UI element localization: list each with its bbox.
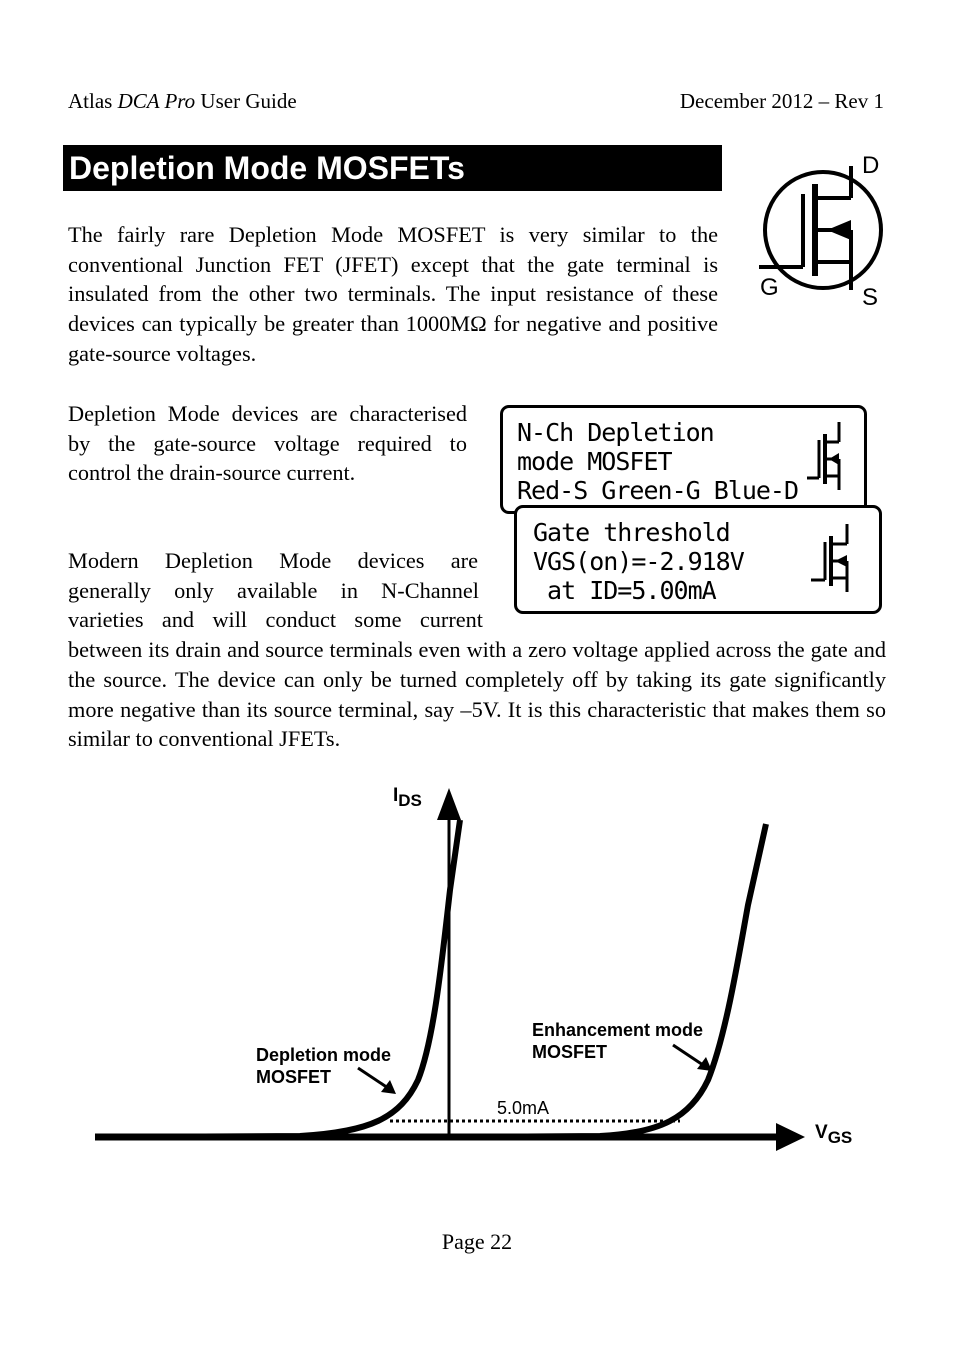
enhancement-curve <box>440 824 766 1137</box>
section-title: Depletion Mode MOSFETs <box>63 145 722 191</box>
lcd1-line3: Red-S Green-G Blue-D <box>517 476 799 505</box>
lcd-screen-device-type <box>500 405 867 514</box>
paragraph-modern-rest: between its drain and source terminals even with a zero voltage applied across the gate and the source. The device can only be turned completely off by taking its gate significantly more negative than its source terminal, say –5V. It is this characteristic that makes them so similar to conventional JFETs. <box>68 637 886 752</box>
y-axis-label: $I_{DS}$ <box>393 785 422 810</box>
depletion-curve-label: Depletion mode MOSFET <box>256 1045 392 1087</box>
y-axis-arrow <box>437 788 461 820</box>
page-number: Page 22 <box>441 1229 513 1254</box>
paragraph-characterised: Depletion Mode devices are characterised by the gate-source voltage required to control the drain-source current. <box>68 401 467 486</box>
depletion-curve <box>95 820 460 1137</box>
paragraph-modern-line3: varieties and will conduct some current <box>68 607 483 633</box>
lcd1-line1: N-Ch Depletion <box>517 418 714 447</box>
lcd2-line3: at ID=5.00mA <box>533 576 716 605</box>
x-axis-label: $V_{GS}$ <box>815 1122 853 1147</box>
ids-vgs-graph <box>0 780 954 1170</box>
symbol-gate-label: G <box>760 274 779 301</box>
lcd2-line2: VGS(on)=-2.918V <box>533 547 744 576</box>
lcd2-line1: Gate threshold <box>533 518 730 547</box>
header-right: December 2012 – Rev 1 <box>679 89 884 113</box>
header-left: Atlas DCA Pro User Guide <box>68 89 297 113</box>
lcd1-mosfet-icon <box>805 420 845 492</box>
enhancement-curve-label: Enhancement mode MOSFET <box>532 1020 704 1062</box>
lcd1-line2: mode MOSFET <box>517 447 672 476</box>
threshold-current-label: 5.0mA <box>497 1098 550 1118</box>
header-product-name: DCA Pro <box>117 89 196 113</box>
lcd-screen-gate-threshold <box>514 505 882 614</box>
symbol-drain-label: D <box>862 152 880 179</box>
lcd2-mosfet-icon <box>809 522 855 594</box>
symbol-source-label: S <box>862 284 879 311</box>
x-axis-arrow <box>776 1123 805 1151</box>
paragraph-modern-line1: Modern Depletion Mode devices are <box>68 548 478 573</box>
paragraph-intro: The fairly rare Depletion Mode MOSFET is very similar to the conventional Junction FET (JFET) except that the gate terminal is insulated from the other two terminals. The input resistance of these devices can typically be greater than 1000MΩ for negative and positive gate-source voltages. <box>68 222 718 366</box>
paragraph-modern-line2: generally only available in N-Channel <box>68 577 479 603</box>
